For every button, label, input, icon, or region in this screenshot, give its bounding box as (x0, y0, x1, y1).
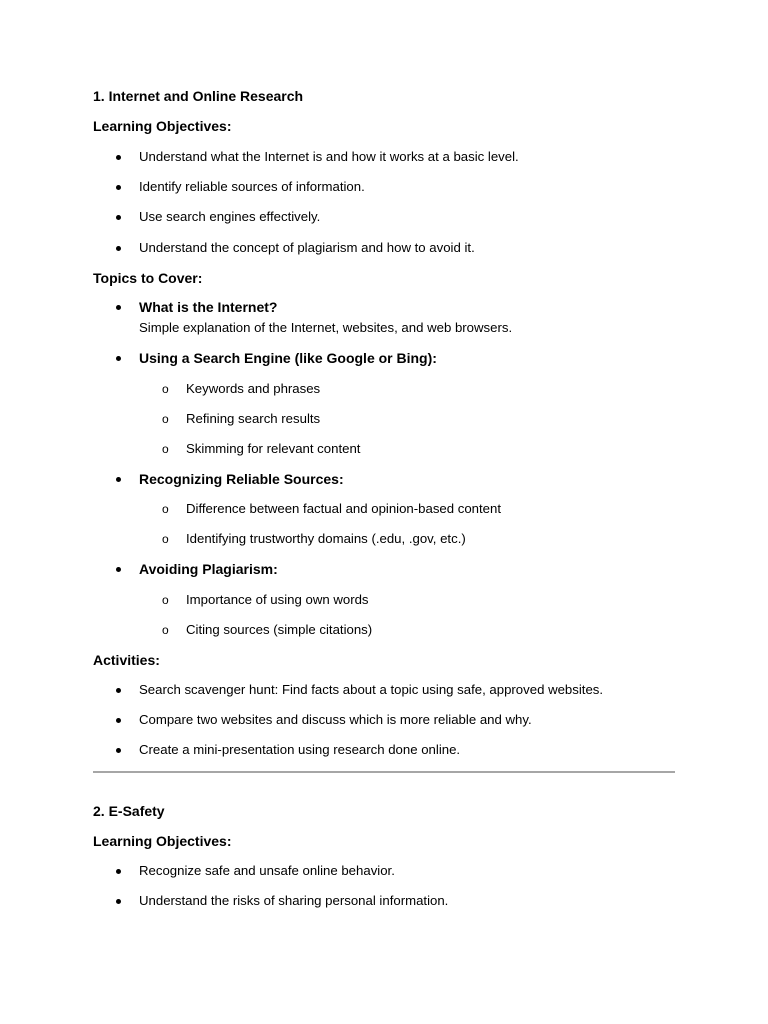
topic-title: Recognizing Reliable Sources: (139, 471, 344, 487)
section-1-objectives-heading: Learning Objectives: (93, 118, 232, 134)
sub-bullet-icon: o (162, 412, 169, 426)
bullet-icon (116, 718, 121, 723)
topic-description: Simple explanation of the Internet, websites, and web browsers. (139, 320, 513, 335)
sub-bullet-icon: o (162, 532, 169, 546)
sub-bullet-icon: o (162, 442, 169, 456)
section-2-title: 2. E-Safety (93, 803, 165, 819)
section-2-objectives-heading: Learning Objectives: (93, 833, 232, 849)
bullet-icon (116, 869, 121, 874)
section-1-title: 1. Internet and Online Research (93, 88, 304, 104)
section-1-topics-heading: Topics to Cover: (93, 270, 203, 286)
topic-subitem: Identifying trustworthy domains (.edu, .gov, etc.) (186, 531, 466, 546)
topic-subitem: Citing sources (simple citations) (186, 622, 373, 637)
section-divider (93, 771, 675, 773)
topic-title: Avoiding Plagiarism: (139, 561, 278, 577)
bullet-icon (116, 899, 121, 904)
objective-item: Understand what the Internet is and how it works at a basic level. (139, 149, 519, 164)
sub-bullet-icon: o (162, 593, 169, 607)
objective-item: Understand the concept of plagiarism and how to avoid it. (139, 240, 475, 255)
objective-item: Recognize safe and unsafe online behavior. (139, 863, 395, 878)
bullet-icon (116, 185, 121, 190)
sub-bullet-icon: o (162, 502, 169, 516)
topic-subitem: Keywords and phrases (186, 381, 321, 396)
activity-item: Compare two websites and discuss which is more reliable and why. (139, 712, 532, 727)
sub-bullet-icon: o (162, 382, 169, 396)
sub-bullet-icon: o (162, 623, 169, 637)
topic-title: What is the Internet? (139, 299, 278, 315)
bullet-icon (116, 356, 121, 361)
bullet-icon (116, 305, 121, 310)
objective-item: Identify reliable sources of information. (139, 179, 365, 194)
activity-item: Create a mini-presentation using research done online. (139, 742, 461, 757)
topic-subitem: Skimming for relevant content (186, 441, 361, 456)
topic-subitem: Difference between factual and opinion-based content (186, 501, 502, 516)
objective-item: Use search engines effectively. (139, 209, 321, 224)
bullet-icon (116, 477, 121, 482)
topic-title: Using a Search Engine (like Google or Bing): (139, 350, 437, 366)
bullet-icon (116, 748, 121, 753)
bullet-icon (116, 155, 121, 160)
bullet-icon (116, 246, 121, 251)
topic-subitem: Refining search results (186, 411, 321, 426)
bullet-icon (116, 215, 121, 220)
bullet-icon (116, 567, 121, 572)
objective-item: Understand the risks of sharing personal information. (139, 893, 449, 908)
bullet-icon (116, 688, 121, 693)
topic-subitem: Importance of using own words (186, 592, 369, 607)
activity-item: Search scavenger hunt: Find facts about a topic using safe, approved websites. (139, 682, 604, 697)
section-1-activities-heading: Activities: (93, 652, 160, 668)
